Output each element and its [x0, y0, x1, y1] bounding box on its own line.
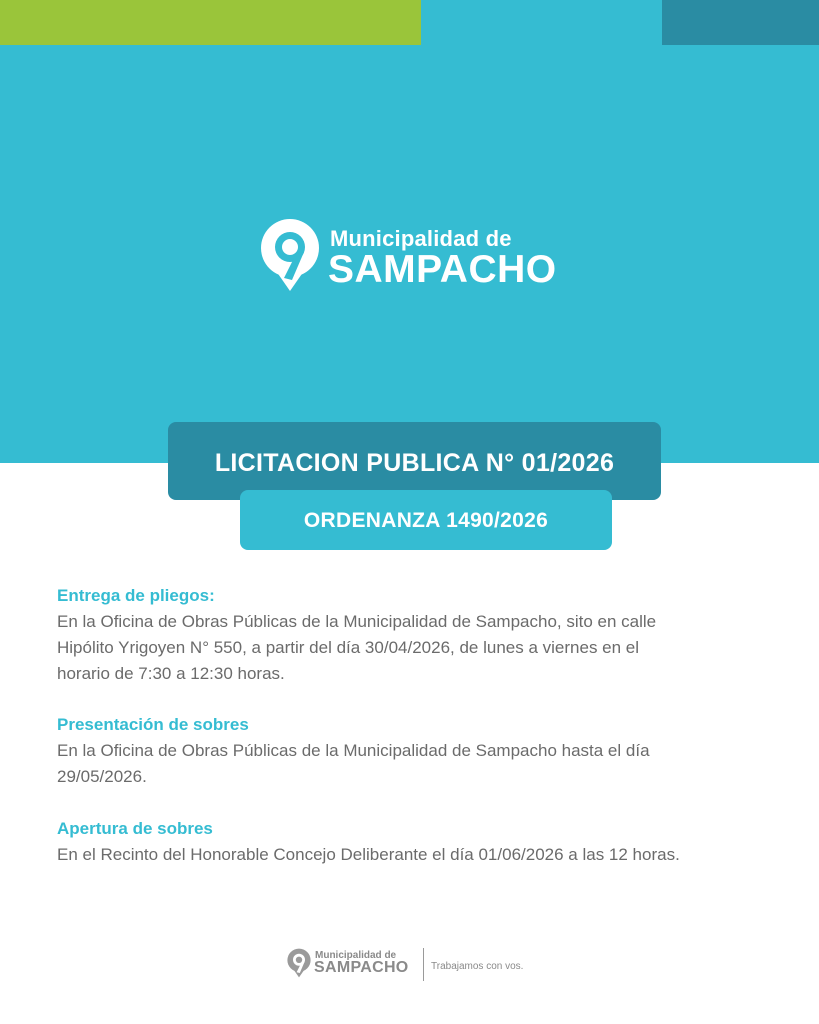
- section-line: En la Oficina de Obras Públicas de la Municipalidad de Sampacho, sito en calle: [57, 612, 657, 631]
- section-line: En el Recinto del Honorable Concejo Deliberante el día 01/06/2026 a las 12 horas.: [57, 845, 680, 864]
- section-presentacion: [57, 712, 787, 790]
- logo-line-2: SAMPACHO: [328, 248, 557, 291]
- footer-logo-line-1: Municipalidad de: [315, 950, 397, 961]
- green-accent-bar: [0, 0, 421, 45]
- footer-slogan: Trabajamos con vos.: [431, 961, 524, 972]
- section-line: En la Oficina de Obras Públicas de la Municipalidad de Sampacho hasta el día: [57, 741, 650, 760]
- section-heading: Presentación de sobres: [57, 715, 249, 734]
- teal-accent-bar: [662, 0, 819, 45]
- location-pin-icon: [260, 218, 320, 292]
- subtitle-text: ORDENANZA 1490/2026: [303, 509, 549, 532]
- footer-logo: [287, 946, 547, 984]
- footer-logo-line-2: SAMPACHO: [314, 959, 409, 976]
- section-entrega: [57, 583, 787, 687]
- location-pin-icon: [287, 948, 311, 978]
- footer-divider: [423, 948, 424, 981]
- subtitle-banner: [240, 490, 612, 550]
- title-text: LICITACION PUBLICA N° 01/2026: [214, 449, 615, 477]
- section-line: 29/05/2026.: [57, 767, 147, 786]
- section-heading: Apertura de sobres: [57, 819, 213, 838]
- section-line: Hipólito Yrigoyen N° 550, a partir del día 30/04/2026, de lunes a viernes en el: [57, 638, 640, 657]
- logo-line-1: Municipalidad de: [330, 226, 512, 251]
- title-banner: [168, 422, 661, 500]
- section-apertura: [57, 816, 787, 868]
- section-line: horario de 7:30 a 12:30 horas.: [57, 664, 285, 683]
- section-heading: Entrega de pliegos:: [57, 586, 215, 605]
